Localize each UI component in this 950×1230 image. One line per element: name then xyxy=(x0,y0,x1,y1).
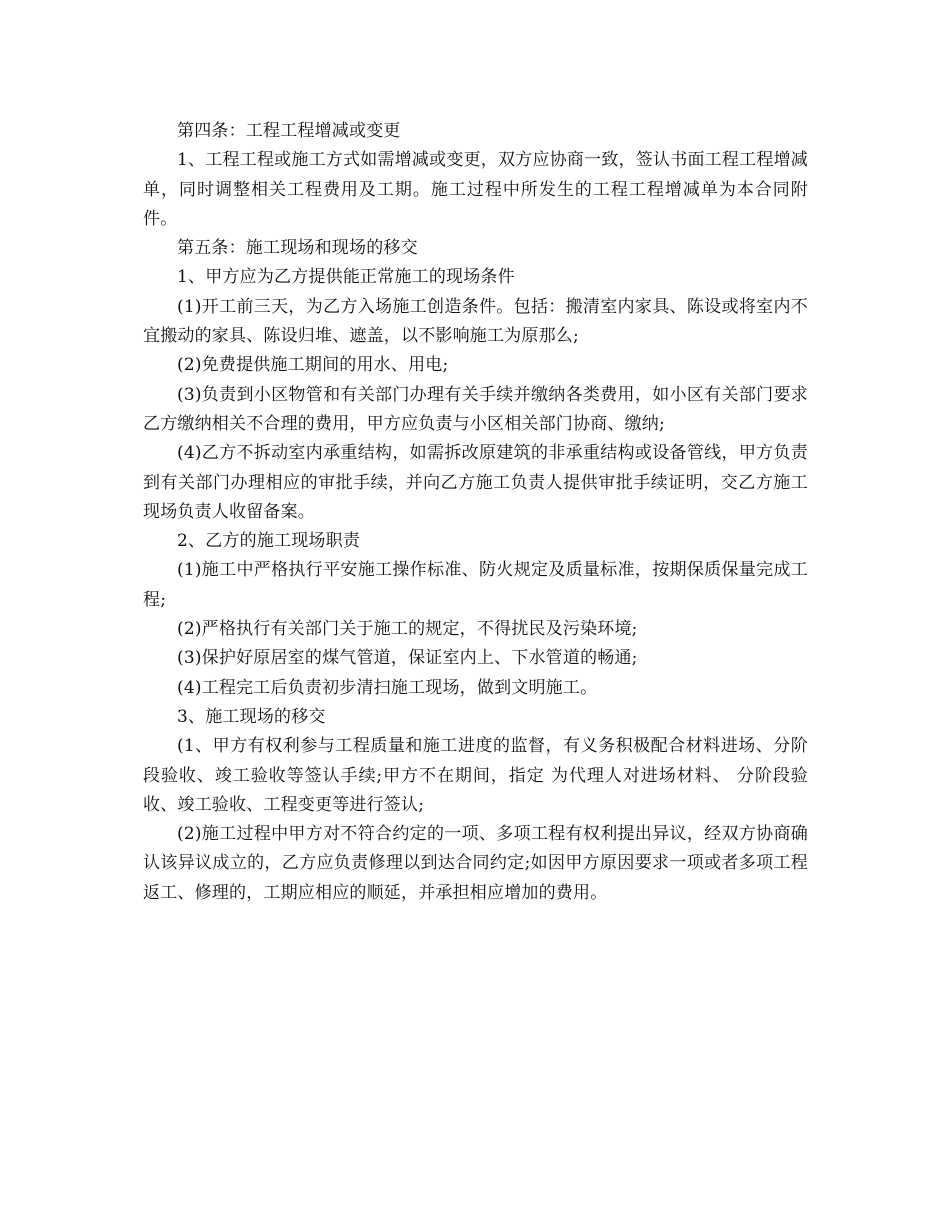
document-body xyxy=(143,117,808,908)
article-5-section-3-heading: 3、施工现场的移交 xyxy=(177,706,326,727)
section-1-item-4: (4)乙方不拆动室内承重结构，如需拆改原建筑的非承重结构或设备管线，甲方负责到有关部门办理相应的审批手续，并向乙方施工负责人提供审批手续证明，交乙方施工现场负责人收留备案。 xyxy=(143,443,808,522)
section-2-item-1: (1)施工中严格执行平安施工操作标准、防火规定及质量标准，按期保质保量完成工程; xyxy=(143,560,808,610)
article-5-section-2-heading: 2、乙方的施工现场职责 xyxy=(177,531,361,552)
article-4-heading: 第四条：工程工程增减或变更 xyxy=(177,121,401,141)
section-1-item-3: (3)负责到小区物管和有关部门办理有关手续并缴纳各类费用，如小区有关部门要求乙方缴纳相关不合理的费用，甲方应负责与小区相关部门协商、缴纳; xyxy=(143,384,808,434)
section-1-item-2: (2)免费提供施工期间的用水、用电; xyxy=(177,355,449,376)
section-1-item-1: (1)开工前三天，为乙方入场施工创造条件。包括：搬清室内家具、陈设或将室内不宜搬动的家具、陈设归堆、遮盖，以不影响施工为原那么; xyxy=(143,296,808,347)
section-2-item-3: (3)保护好原居室的煤气管道，保证室内上、下水管道的畅通; xyxy=(177,648,638,669)
section-2-item-2: (2)严格执行有关部门关于施工的规定，不得扰民及污染环境; xyxy=(177,619,638,640)
article-5-section-1-heading: 1、甲方应为乙方提供能正常施工的现场条件 xyxy=(177,267,515,288)
section-3-item-2: (2)施工过程中甲方对不符合约定的一项、多项工程有权利提出异议，经双方协商确认该异议成立的，乙方应负责修理以到达合同约定;如因甲方原因要求一项或者多项工程返工、修理的，工期应相应的顺延，并承担相应增加的费用。 xyxy=(143,824,808,903)
article-5-heading: 第五条：施工现场和现场的移交 xyxy=(177,238,418,259)
article-4-clause-1: 1、工程工程或施工方式如需增减或变更，双方应协商一致，签认书面工程工程增减单，同时调整相关工程费用及工期。施工过程中所发生的工程工程增减单为本合同附件。 xyxy=(143,150,808,229)
section-3-item-1: (1、甲方有权利参与工程质量和施工进度的监督，有义务积极配合材料进场、分阶段验收、竣工验收等签认手续;甲方不在期间，指定 为代理人对进场材料、 分阶段验收、竣工验收、工程变更等进行签认; xyxy=(143,736,808,815)
section-2-item-4: (4)工程完工后负责初步清扫施工现场，做到文明施工。 xyxy=(177,677,598,698)
